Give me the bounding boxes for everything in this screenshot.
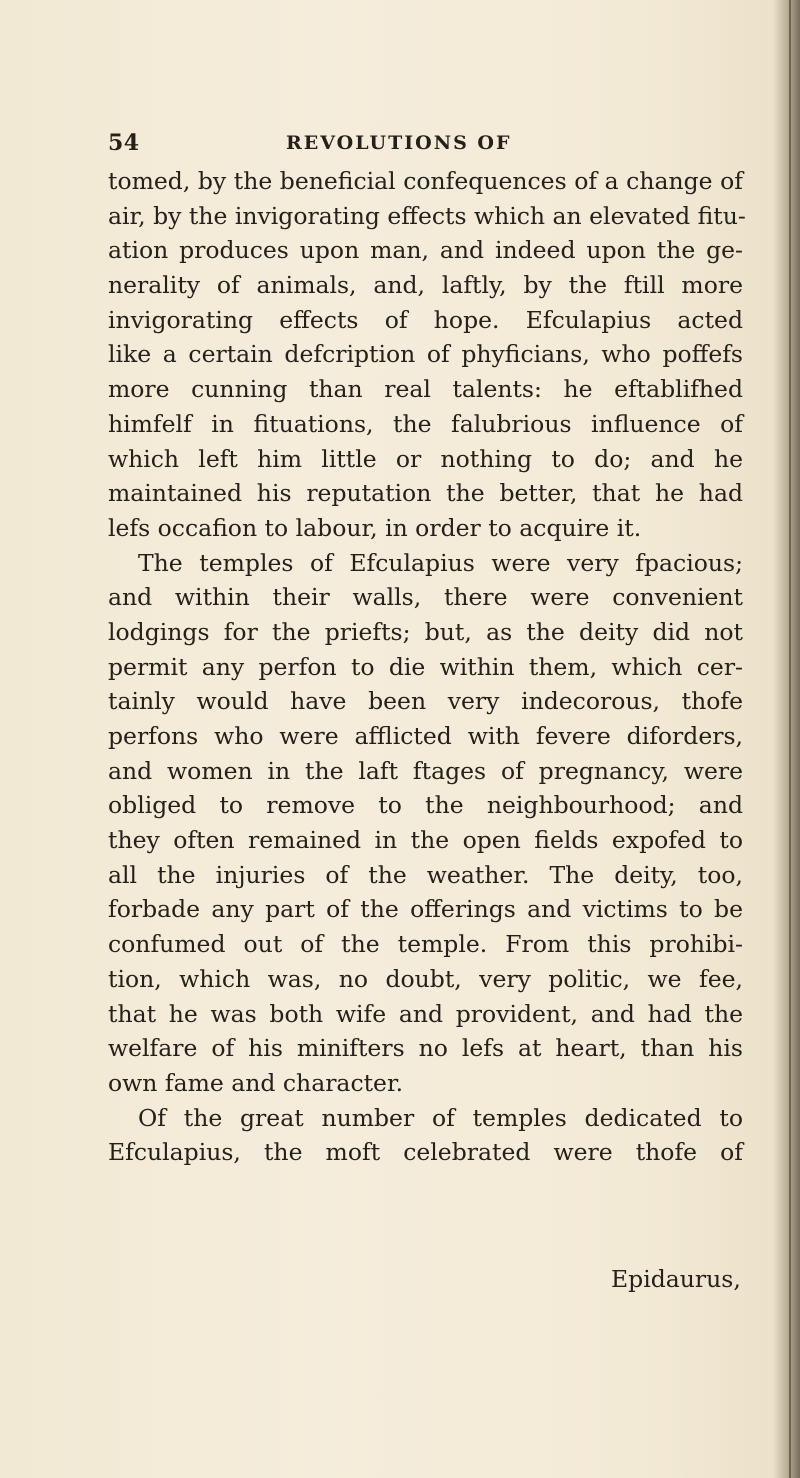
text-line: Efculapius, the moft celebrated were thofe of bbox=[108, 1138, 743, 1167]
text-line: welfare of his minifters no lefs at heart, than his bbox=[108, 1034, 743, 1063]
text-line: and women in the laft ftages of pregnancy, were bbox=[108, 756, 743, 785]
text-line: ation produces upon man, and indeed upon the ge- bbox=[108, 236, 743, 265]
text-line: they often remained in the open fields expofed to bbox=[108, 826, 743, 855]
body-text bbox=[108, 164, 746, 1170]
text-line: invigorating effects of hope. Efculapius acted bbox=[108, 305, 743, 334]
text-line: lodgings for the priefts; but, as the deity did not bbox=[108, 617, 743, 646]
text-line: obliged to remove to the neighbourhood; and bbox=[108, 791, 743, 820]
text-line: tainly would have been very indecorous, thofe bbox=[108, 687, 743, 716]
text-line: forbade any part of the offerings and victims to be bbox=[108, 895, 743, 924]
text-line: that he was both wife and provident, and had the bbox=[108, 999, 743, 1028]
text-line: like a certain defcription of phyficians, who poffefs bbox=[108, 340, 743, 369]
text-line: nerality of animals, and, laftly, by the ftill more bbox=[108, 271, 743, 300]
text-line: Of the great number of temples dedicated to bbox=[138, 1103, 743, 1132]
page-header bbox=[108, 130, 748, 160]
text-line: maintained his reputation the better, that he had bbox=[108, 479, 743, 508]
text-line: lefs occafion to labour, in order to acquire it. bbox=[108, 513, 642, 542]
text-line: own fame and character. bbox=[108, 1068, 404, 1097]
text-line: perfons who were afflicted with fevere diforders, bbox=[108, 722, 743, 750]
text-line: all the injuries of the weather. The deity, too, bbox=[108, 860, 743, 889]
page-number: 54 bbox=[108, 130, 140, 156]
text-line: permit any perfon to die within them, which cer- bbox=[108, 652, 743, 681]
catchword: Epidaurus, bbox=[611, 1265, 741, 1293]
page-edge-shadow bbox=[774, 0, 800, 1478]
text-line: The temples of Efculapius were very fpacious; bbox=[138, 548, 743, 577]
text-line: tion, which was, no doubt, very politic, we fee, bbox=[108, 964, 743, 993]
page-edge-line bbox=[789, 0, 791, 1478]
running-head: REVOLUTIONS OF bbox=[286, 132, 512, 154]
text-line: and within their walls, there were convenient bbox=[108, 583, 743, 612]
text-line: confumed out of the temple. From this prohibi- bbox=[108, 930, 743, 959]
text-line: more cunning than real talents: he eftablifhed bbox=[108, 375, 743, 404]
text-line: air, by the invigorating effects which an elevated fitu- bbox=[108, 201, 746, 230]
text-line: tomed, by the beneficial confequences of a change of bbox=[108, 167, 743, 195]
text-line: himfelf in fituations, the falubrious influence of bbox=[108, 409, 743, 438]
text-line: which left him little or nothing to do; and he bbox=[108, 444, 743, 473]
